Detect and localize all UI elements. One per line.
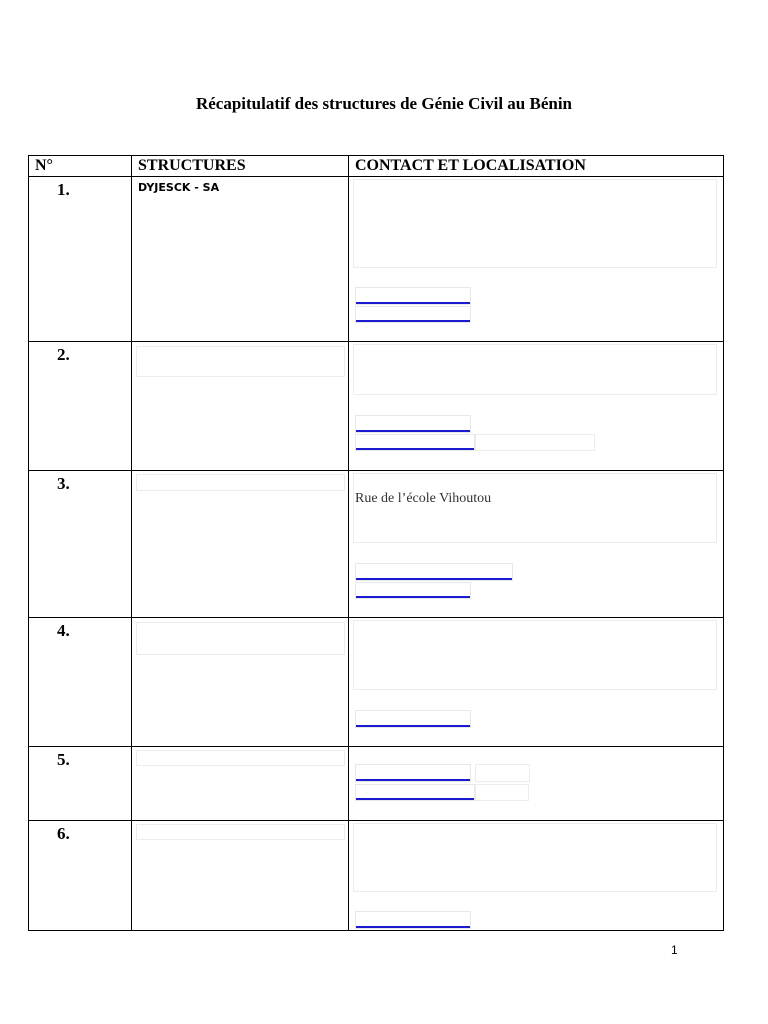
- table-row: [29, 471, 724, 618]
- row-number-cell: [29, 471, 132, 618]
- contact-extra-box: [475, 784, 529, 801]
- structure-box: [136, 346, 345, 377]
- row-number: 3.: [57, 474, 70, 493]
- table-row: [29, 177, 724, 342]
- contact-link[interactable]: [355, 415, 471, 433]
- table-header-row: [29, 156, 724, 177]
- contact-link[interactable]: [355, 784, 475, 801]
- row-number-cell: [29, 342, 132, 471]
- contact-cell: [349, 821, 724, 931]
- contact-address: Rue de l’école Vihoutou: [355, 491, 492, 506]
- row-number: 4.: [57, 621, 70, 640]
- structure-box: [136, 824, 345, 840]
- page-number: 1: [671, 943, 678, 957]
- row-number-cell: [29, 618, 132, 747]
- structure-cell: [132, 618, 349, 747]
- contact-cell: [349, 342, 724, 471]
- contact-cell: [349, 618, 724, 747]
- header-number: N°: [29, 156, 132, 177]
- row-number: 1.: [57, 180, 70, 199]
- contact-cell: [349, 471, 724, 618]
- contact-text-box: [353, 179, 717, 268]
- table-row: [29, 747, 724, 821]
- contact-link[interactable]: [355, 764, 471, 782]
- structures-table: [28, 155, 724, 931]
- contact-link[interactable]: [355, 911, 471, 929]
- row-number-cell: [29, 177, 132, 342]
- row-number-cell: [29, 821, 132, 931]
- contact-cell: [349, 747, 724, 821]
- table-row: [29, 342, 724, 471]
- structure-cell: [132, 747, 349, 821]
- contact-text-box: [353, 620, 717, 690]
- header-contact: CONTACT ET LOCALISATION: [349, 156, 724, 177]
- contact-link[interactable]: [355, 287, 471, 305]
- contact-link[interactable]: [355, 582, 471, 599]
- structure-cell: [132, 821, 349, 931]
- contact-text-box: [353, 823, 717, 892]
- structure-name: DYJESCK - SA: [138, 181, 220, 194]
- contact-link[interactable]: [355, 563, 513, 581]
- row-number: 6.: [57, 824, 70, 843]
- structure-box: [136, 750, 345, 766]
- structure-cell: [132, 342, 349, 471]
- structure-cell: [132, 177, 349, 342]
- contact-cell: [349, 177, 724, 342]
- table-row: [29, 618, 724, 747]
- contact-extra-box: [475, 764, 530, 782]
- table-row: [29, 821, 724, 931]
- header-structures: STRUCTURES: [132, 156, 349, 177]
- row-number-cell: [29, 747, 132, 821]
- structure-box: [136, 622, 345, 655]
- structure-box: [136, 474, 345, 491]
- structure-cell: [132, 471, 349, 618]
- contact-extra-box: [475, 434, 595, 451]
- document-title: Récapitulatif des structures de Génie Civil au Bénin: [195, 94, 573, 113]
- row-number: 5.: [57, 750, 70, 769]
- contact-text-box: [353, 344, 717, 395]
- contact-text-box: [353, 473, 717, 543]
- contact-link[interactable]: [355, 710, 471, 728]
- contact-link[interactable]: [355, 306, 471, 323]
- row-number: 2.: [57, 345, 70, 364]
- contact-link[interactable]: [355, 434, 475, 451]
